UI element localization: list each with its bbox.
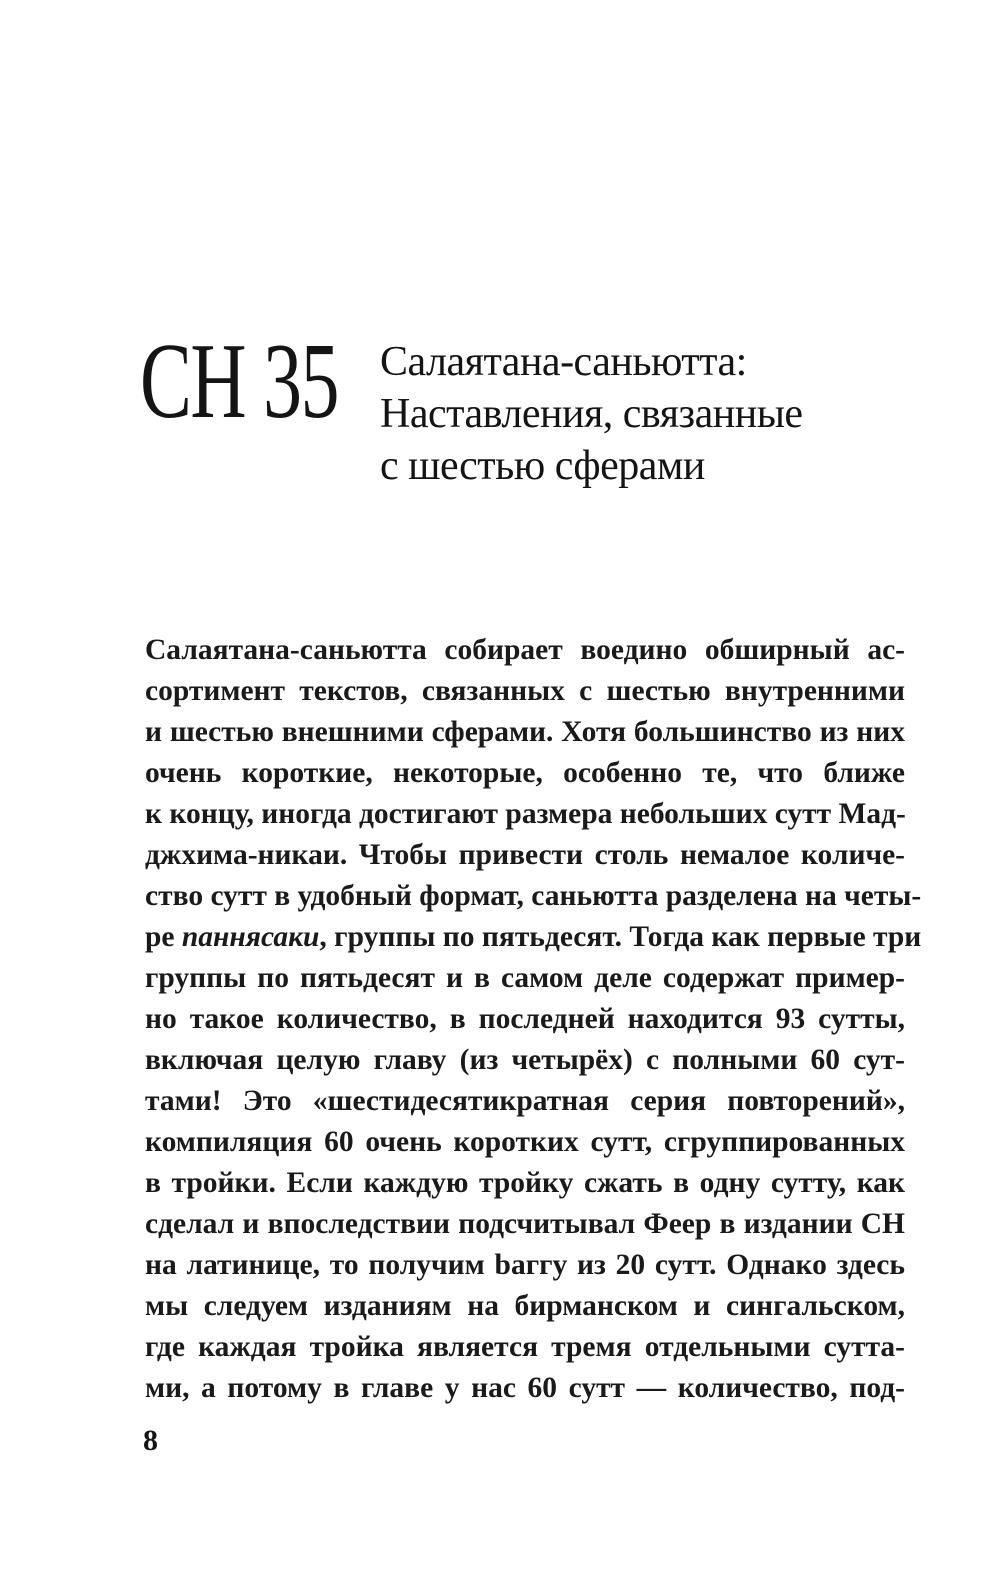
body-line: [145, 917, 922, 958]
body-line: на латинице, то получим baггу из 20 сутт. Однако здесь: [145, 1249, 905, 1281]
body-line-post: , группы по пятьдесят. Тогда как первые три: [319, 921, 922, 953]
body-line: ство сутт в удобный формат, саньютта разделена на четы-: [145, 880, 922, 912]
body-line: компиляция 60 очень коротких сутт, сгруппированных: [145, 1126, 905, 1158]
body-line: тами! Это «шестидесятикратная серия повторений»,: [145, 1085, 905, 1117]
body-line: Салаятана-саньютта собирает воедино обширный ас-: [145, 634, 905, 666]
chapter-title-line: Наставления, связанные: [380, 391, 803, 437]
body-line: к концу, иногда достигают размера небольших сутт Мад-: [145, 798, 906, 830]
chapter-title-line: Салаятана-саньютта:: [380, 339, 747, 385]
body-line: включая целую главу (из четырёх) с полными 60 сут-: [145, 1044, 905, 1076]
italic-term: паннясаки: [181, 921, 320, 953]
body-line: сортимент текстов, связанных с шестью внутренними: [145, 675, 905, 707]
body-line: мы следуем изданиям на бирманском и сингальском,: [145, 1290, 905, 1322]
body-line: и шестью внешними сферами. Хотя большинство из них: [145, 716, 905, 748]
chapter-code: СН 35: [140, 322, 339, 441]
chapter-title-line: с шестью сферами: [380, 443, 705, 489]
body-line: джхима-никаи. Чтобы привести столь немалое количе-: [145, 839, 905, 871]
body-line: сделал и впоследствии подсчитывал Феер в издании СН: [145, 1208, 905, 1240]
body-line: где каждая тройка является тремя отдельными сутта-: [145, 1331, 905, 1363]
body-line-pre: ре: [145, 921, 182, 953]
body-line: но такое количество, в последней находится 93 сутты,: [145, 1003, 905, 1035]
body-paragraph: [145, 630, 922, 1409]
page-number: 8: [143, 1424, 158, 1457]
body-line: группы по пятьдесят и в самом деле содержат пример-: [145, 962, 905, 994]
body-line: в тройки. Если каждую тройку сжать в одну сутту, как: [145, 1167, 905, 1199]
body-line: очень короткие, некоторые, особенно те, что ближе: [145, 757, 905, 789]
chapter-title: [380, 336, 940, 492]
body-line: ми, а потому в главе у нас 60 сутт — количество, под-: [145, 1372, 905, 1404]
